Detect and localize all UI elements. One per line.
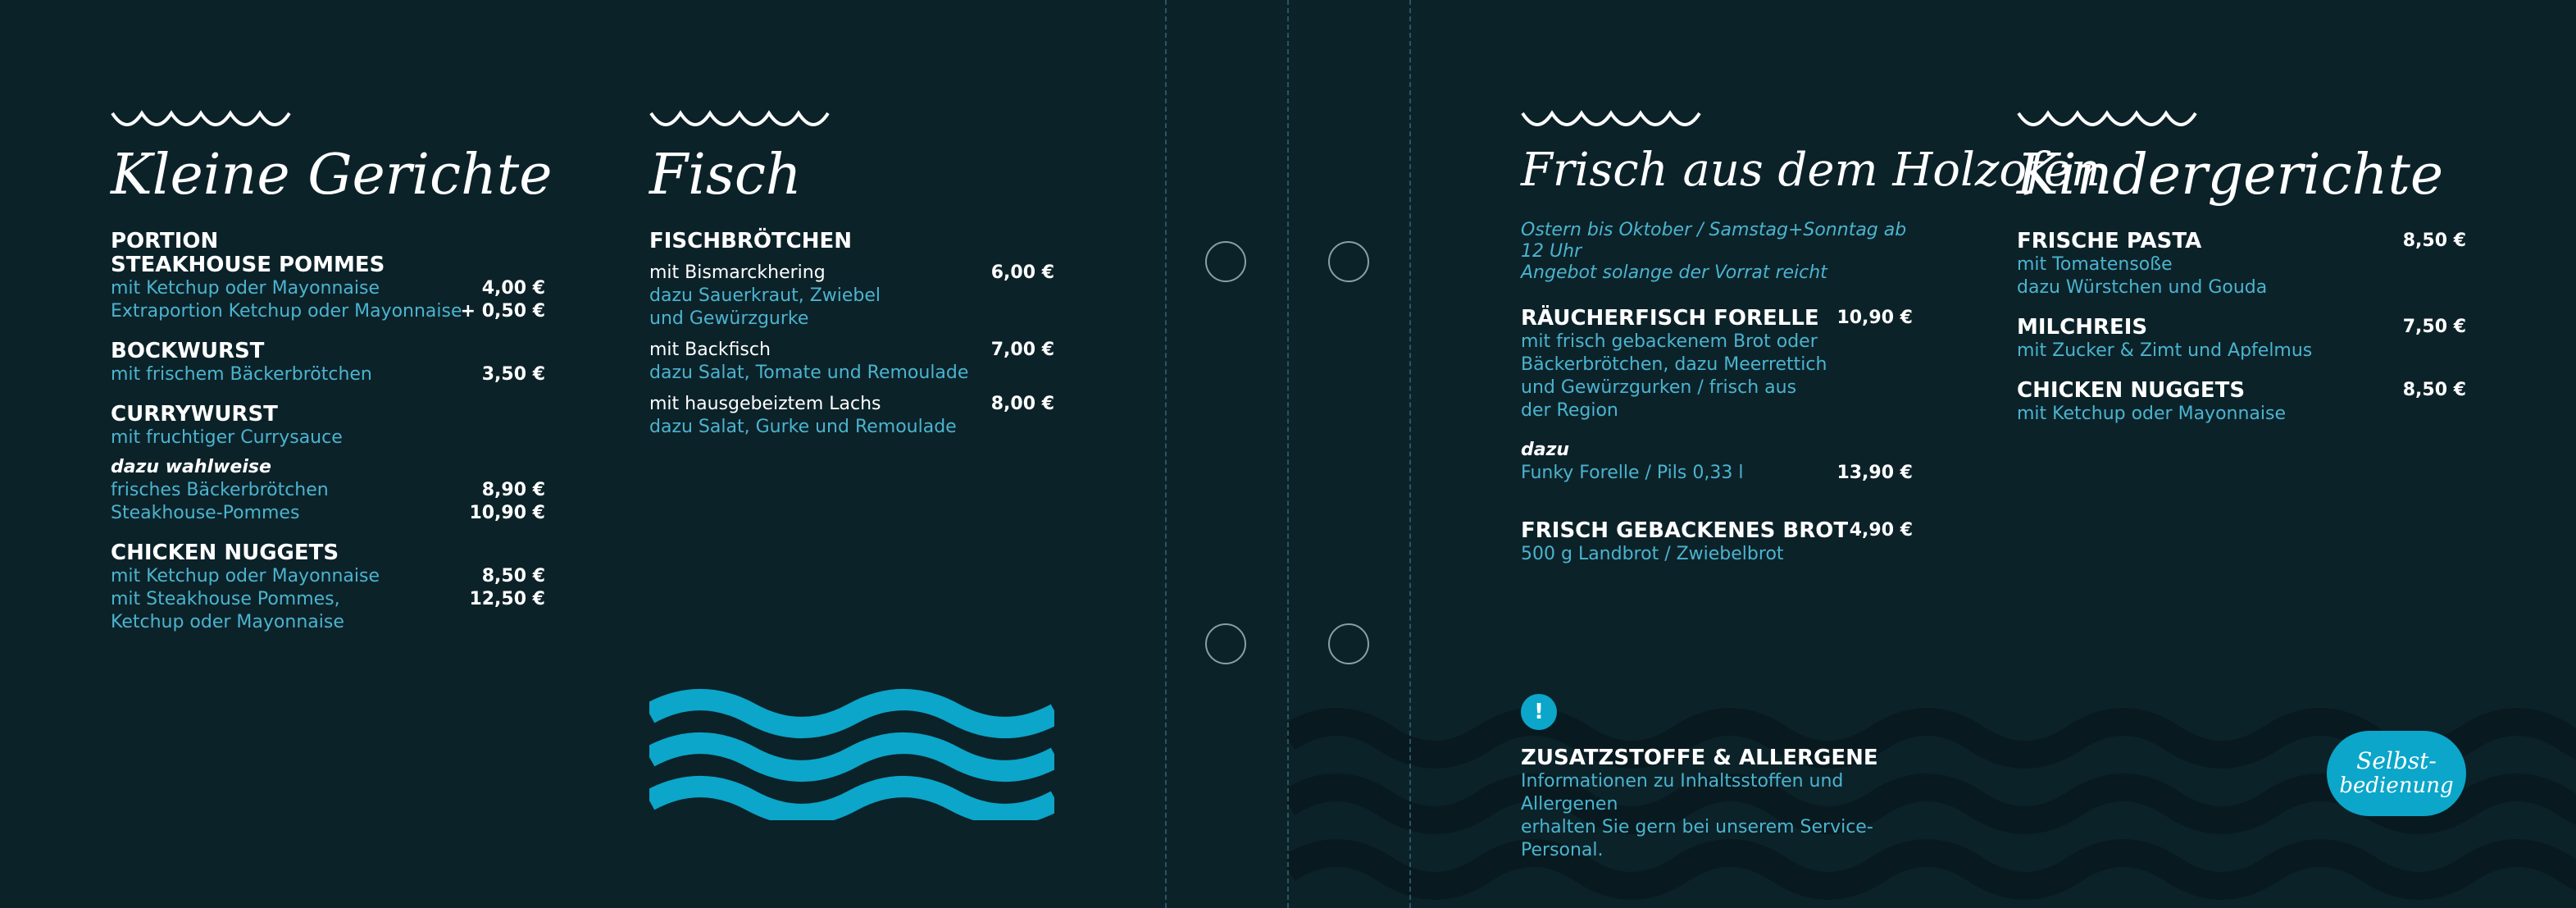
fold-line-center — [1287, 0, 1289, 908]
menu-item-lachs — [649, 393, 1054, 439]
item-price: 4,90 € — [1849, 520, 1913, 541]
item-name: BOCKWURST — [111, 339, 265, 363]
menu-item-chicken-nuggets — [111, 541, 545, 634]
item-price: 12,50 € — [469, 589, 545, 609]
menu-item-milchreis — [2017, 316, 2466, 363]
info-icon: ! — [1521, 694, 1557, 730]
section-title: Kleine Gerichte — [111, 143, 553, 208]
item-name: FRISCHE PASTA — [2017, 229, 2202, 253]
fold-line-left — [1165, 0, 1167, 908]
intro-text: Angebot solange der Vorrat reicht — [1521, 262, 1827, 283]
item-desc: mit Zucker & Zimt und Apfelmus — [2017, 340, 2313, 361]
section-title: Frisch aus dem Holzofen — [1521, 144, 2100, 197]
menu-item-currywurst — [111, 403, 545, 525]
item-price: 8,50 € — [2402, 230, 2466, 251]
item-desc: mit Ketchup oder Mayonnaise — [111, 566, 380, 586]
item-desc: mit Tomatensoße — [2017, 254, 2173, 275]
item-desc: Ketchup oder Mayonnaise — [111, 612, 344, 632]
item-desc: mit Ketchup oder Mayonnaise — [2017, 404, 2287, 424]
section-title: Kindergerichte — [2017, 143, 2444, 208]
item-price: 8,50 € — [481, 566, 545, 586]
menu-item-kinder-nuggets — [2017, 379, 2466, 426]
scallop-wave-icon — [111, 107, 307, 131]
item-heading: FISCHBRÖTCHEN — [649, 229, 853, 253]
item-desc: und Gewürzgurken / frisch aus — [1521, 377, 1797, 398]
item-desc: dazu Salat, Gurke und Remoulade — [649, 417, 957, 437]
item-desc: mit frisch gebackenem Brot oder — [1521, 331, 1818, 352]
item-price: 10,90 € — [469, 503, 545, 523]
item-desc: 500 g Landbrot / Zwiebelbrot — [1521, 544, 1784, 564]
item-name: MILCHREIS — [2017, 315, 2148, 340]
section-title: Fisch — [649, 143, 802, 208]
item-note: dazu — [1521, 440, 1570, 460]
item-name: CHICKEN NUGGETS — [2017, 378, 2246, 403]
menu-item-raeucherfisch — [1521, 307, 1913, 422]
item-name: FRISCH GEBACKENES BROT — [1521, 518, 1849, 543]
item-desc: mit Steakhouse Pommes, — [111, 589, 340, 609]
scallop-wave-icon — [2017, 107, 2214, 131]
item-name: CURRYWURST — [111, 402, 278, 427]
item-desc: frisches Bäckerbrötchen — [111, 480, 329, 500]
item-price: 4,00 € — [481, 278, 545, 299]
item-price: 7,50 € — [2402, 317, 2466, 337]
item-price: 8,50 € — [2402, 380, 2466, 400]
item-price: 3,50 € — [481, 364, 545, 385]
item-name: RÄUCHERFISCH FORELLE — [1521, 306, 1819, 331]
menu-item-backfisch — [649, 339, 1054, 385]
item-desc: Funky Forelle / Pils 0,33 l — [1521, 463, 1744, 483]
badge-line: bedienung — [2339, 773, 2454, 798]
item-name: CHICKEN NUGGETS — [111, 541, 339, 565]
punch-hole — [1205, 623, 1246, 664]
item-price: 8,00 € — [990, 394, 1054, 414]
intro-text: Ostern bis Oktober / Samstag+Sonntag ab 12 Uhr — [1521, 220, 1907, 262]
item-desc: dazu Würstchen und Gouda — [2017, 277, 2268, 298]
item-name: mit Backfisch — [649, 340, 771, 360]
item-price: 6,00 € — [990, 262, 1054, 283]
info-text: erhalten Sie gern bei unserem Service-Personal. — [1521, 817, 1873, 860]
item-price: + 0,50 € — [460, 301, 545, 322]
punch-hole — [1328, 241, 1369, 282]
item-price: 8,90 € — [481, 480, 545, 500]
punch-hole — [1205, 241, 1246, 282]
item-desc: dazu Sauerkraut, Zwiebel — [649, 285, 881, 306]
item-price: 7,00 € — [990, 340, 1054, 360]
badge-line: Selbst- — [2356, 747, 2437, 774]
item-desc: mit fruchtiger Currysauce — [111, 427, 343, 448]
scallop-wave-icon — [1521, 107, 1718, 131]
item-desc: mit Ketchup oder Mayonnaise — [111, 278, 380, 299]
item-desc: und Gewürzgurke — [649, 308, 809, 329]
item-desc: dazu Salat, Tomate und Remoulade — [649, 363, 969, 383]
item-desc: Steakhouse-Pommes — [111, 503, 300, 523]
item-price: 10,90 € — [1836, 308, 1913, 328]
item-name: PORTION — [111, 229, 219, 253]
menu-item-pasta — [2017, 230, 2466, 299]
info-title: ZUSATZSTOFFE & ALLERGENE — [1521, 746, 1878, 770]
item-desc: Extraportion Ketchup oder Mayonnaise — [111, 301, 462, 322]
menu-item-pommes — [111, 230, 545, 323]
section-kindergerichte — [2017, 107, 2466, 426]
item-desc: Bäckerbrötchen, dazu Meerrettich — [1521, 354, 1827, 375]
info-text: Informationen zu Inhaltsstoffen und Allergenen — [1521, 771, 1844, 814]
menu-item-brot — [1521, 519, 1913, 566]
allergen-info — [1521, 694, 1913, 862]
item-name: mit hausgebeiztem Lachs — [649, 394, 881, 414]
item-desc: der Region — [1521, 400, 1618, 421]
scallop-wave-icon — [649, 107, 846, 131]
item-name: STEAKHOUSE POMMES — [111, 253, 385, 277]
section-fisch — [649, 107, 1054, 439]
menu-item-bockwurst — [111, 340, 545, 386]
item-note: dazu wahlweise — [111, 457, 271, 477]
item-desc: mit frischem Bäckerbrötchen — [111, 364, 372, 385]
self-service-badge — [2327, 731, 2466, 816]
section-kleine-gerichte — [111, 107, 553, 634]
item-name: mit Bismarckhering — [649, 262, 826, 283]
fold-line-right — [1409, 0, 1411, 908]
item-price: 13,90 € — [1836, 463, 1913, 483]
menu-item-dazu — [1521, 439, 1913, 485]
blue-waves-graphic — [649, 685, 1054, 820]
punch-hole — [1328, 623, 1369, 664]
menu-item-bismarckhering — [649, 262, 1054, 331]
